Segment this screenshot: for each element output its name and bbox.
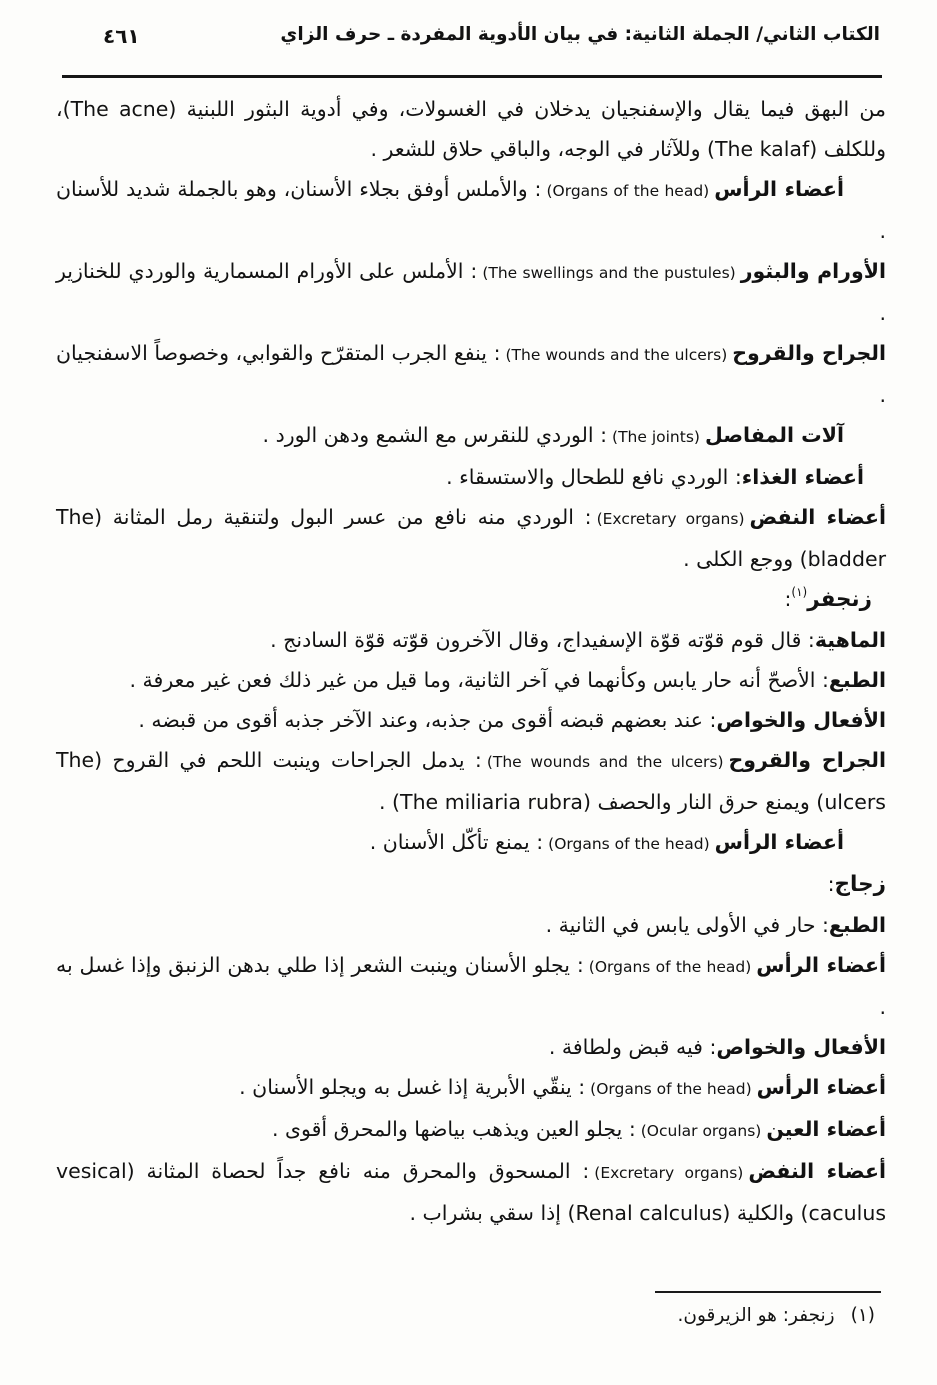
running-header-title: الكتاب الثاني/ الجملة الثانية: في بيان الأدوية المفردة ـ حرف الزاي <box>280 24 880 45</box>
footnote-text: زنجفر: هو الزيرقون. <box>677 1305 835 1326</box>
paragraph-organs-of-head-3 <box>56 945 886 1027</box>
section-label: أعضاء الرأس <box>756 953 886 977</box>
section-label: آلات المفاصل <box>704 423 844 447</box>
paragraph-text: : قال قوم قوّته قوّة الإسفيداج، وقال الآخرون قوّته قوّة السادنج . <box>270 628 815 652</box>
paragraph-organs-of-head-4 <box>56 1067 886 1109</box>
body-text <box>56 89 886 1233</box>
paragraph-text: : ينفع الجرب المتقرّح والقوابي، وخصوصاً الاسفنجيان . <box>56 341 886 407</box>
paragraph-text: : والأملس أوفق بجلاء الأسنان، وهو بالجملة شديد للأسنان . <box>56 177 886 243</box>
paragraph-excretory-organs-2 <box>56 1151 886 1233</box>
section-label: الجراح والقروح <box>732 341 886 365</box>
paragraph-text: : الوردي منه نافع من عسر البول ولتنقية رمل المثانة (The bladder) ووجع الكلى . <box>56 505 886 571</box>
english-gloss: (Organs of the head) <box>548 835 710 853</box>
section-label: الطبع <box>828 913 886 937</box>
drug-name: زجاج <box>834 872 886 897</box>
paragraph-continuation <box>56 89 886 169</box>
header-divider <box>62 75 882 78</box>
footnote-divider <box>655 1291 881 1293</box>
section-label: أعضاء العين <box>766 1117 886 1141</box>
section-label: الأورام والبثور <box>740 259 886 283</box>
page-number: ٤٦١ <box>103 24 140 48</box>
section-label: أعضاء النفض <box>748 1159 886 1183</box>
section-label: الجراح والقروح <box>728 748 886 772</box>
paragraph-organs-of-head <box>56 169 886 251</box>
paragraph-joints <box>56 415 886 457</box>
english-gloss: (Ocular organs) <box>640 1122 762 1140</box>
paragraph-temperament <box>56 660 886 700</box>
english-gloss: (Excretary organs) <box>594 1164 744 1182</box>
paragraph-text: : يدمل الجراحات وينبت اللحم في القروح (The ulcers) ويمنع حرق النار والحصف (The miliaria rubra) . <box>56 748 886 814</box>
paragraph-essence <box>56 620 886 660</box>
paragraph-text: : <box>827 872 835 896</box>
english-gloss: (Organs of the head) <box>546 182 710 200</box>
paragraph-wounds-ulcers <box>56 333 886 415</box>
paragraph-text: : ينقّي الأبرية إذا غسل به ويجلو الأسنان . <box>239 1075 586 1099</box>
paragraph-actions-properties <box>56 700 886 740</box>
section-label: الماهية <box>814 628 886 652</box>
section-label: أعضاء الرأس <box>714 830 844 854</box>
section-label: أعضاء الرأس <box>756 1075 886 1099</box>
english-gloss: (The wounds and the ulcers) <box>486 753 724 771</box>
section-label: الطبع <box>828 668 886 692</box>
drug-heading-zujaj <box>56 864 886 905</box>
paragraph-text: : الوردي نافع للطحال والاستسقاء . <box>446 465 742 489</box>
paragraph-text: : يجلو العين ويذهب بياضها والمحرق أقوى . <box>271 1117 636 1141</box>
paragraph-text: : الوردي للنقرس مع الشمع ودهن الورد . <box>262 423 608 447</box>
english-gloss: (The swellings and the pustules) <box>482 264 736 282</box>
paragraph-organs-of-head-2 <box>56 822 886 864</box>
paragraph-text: : الأصحّ أنه حار يابس وكأنهما في آخر الثانية، وما قيل من غير ذلك فعن غير معرفة . <box>129 668 829 692</box>
paragraph-text: من البهق فيما يقال والإسفنجيان يدخلان في الغسولات، وفي أدوية البثور اللبنية (The acne)، وللكلف (The kalaf) وللآثار في الوجه، والباقي حلاق للشعر . <box>56 97 886 161</box>
paragraph-swellings-pustules <box>56 251 886 333</box>
english-gloss: (Organs of the head) <box>588 958 752 976</box>
paragraph-text: : <box>784 587 792 611</box>
paragraph-wounds-ulcers-2 <box>56 740 886 822</box>
drug-name: زنجفر <box>807 587 872 612</box>
paragraph-ocular-organs <box>56 1109 886 1151</box>
footnote-ref: (١) <box>791 585 808 600</box>
english-gloss: (Organs of the head) <box>590 1080 752 1098</box>
section-label: أعضاء الغذاء <box>741 465 864 489</box>
section-label: أعضاء النفض <box>749 505 887 529</box>
drug-heading-zinjafr <box>56 579 886 620</box>
paragraph-excretory-organs <box>56 497 886 579</box>
paragraph-actions-properties-2 <box>56 1027 886 1067</box>
paragraph-text: : حار في الأولى يابس في الثانية . <box>545 913 829 937</box>
english-gloss: (Excretary organs) <box>596 510 745 528</box>
english-gloss: (The joints) <box>612 428 700 446</box>
english-gloss: (The wounds and the ulcers) <box>505 346 728 364</box>
section-label: الأفعال والخواص <box>716 708 886 732</box>
footnote-marker: (١) <box>850 1305 875 1326</box>
section-label: أعضاء الرأس <box>714 177 844 201</box>
paragraph-text: : يمنع تأكّل الأسنان . <box>369 830 544 854</box>
paragraph-text: : يجلو الأسنان وينبت الشعر إذا طلي بدهن الزنبق وإذا غسل به . <box>56 953 886 1019</box>
section-label: الأفعال والخواص <box>716 1035 886 1059</box>
paragraph-text: : الأملس على الأورام المسمارية والوردي للخنازير . <box>56 259 886 325</box>
paragraph-temperament-2 <box>56 905 886 945</box>
paragraph-text: : فيه قبض ولطافة . <box>548 1035 717 1059</box>
footnote <box>60 1298 875 1334</box>
paragraph-text: : عند بعضهم قبضه أقوى من جذبه، وعند الآخر جذبه أقوى من قبضه . <box>138 708 717 732</box>
paragraph-nutrition-organs <box>56 457 886 497</box>
paragraph-text: : المسحوق والمحرق منه نافع جداً لحصاة المثانة (vesical caculus) والكلية (Renal calculus) إذا سقي بشراب . <box>56 1159 886 1225</box>
